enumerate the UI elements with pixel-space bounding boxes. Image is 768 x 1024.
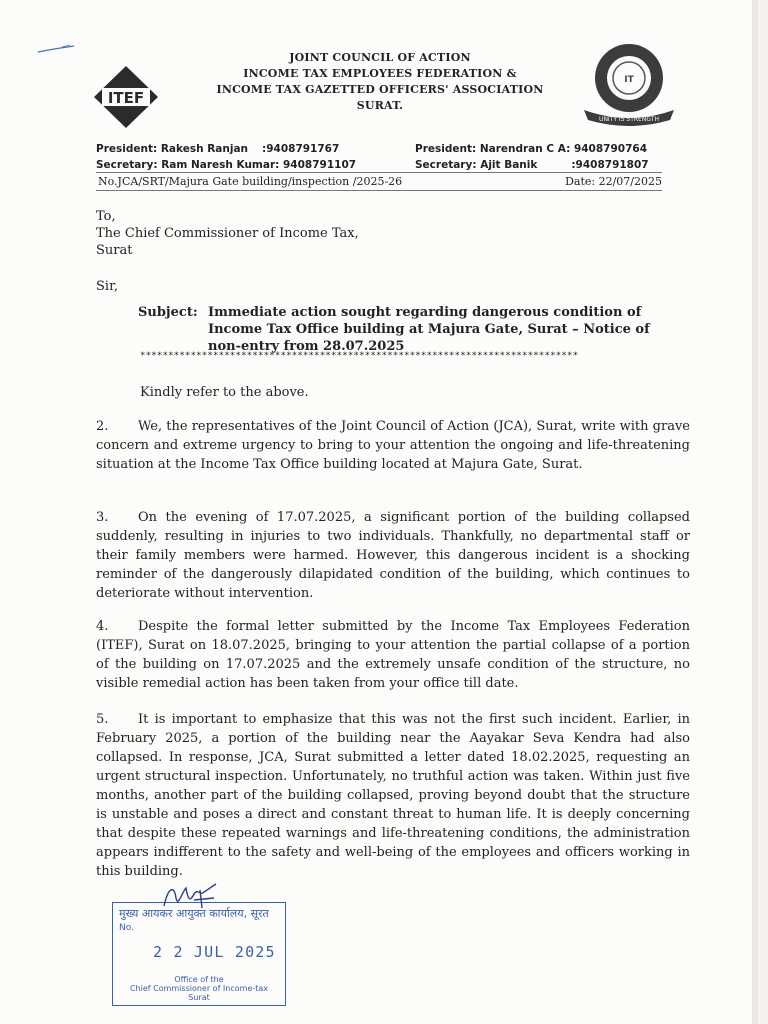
paragraph-number: 4. <box>96 619 109 634</box>
subject-line-3: non-entry from 28.07.2025 <box>208 339 405 354</box>
paragraph-5 <box>96 710 690 881</box>
stamp-office-line: Office of the <box>174 975 224 984</box>
officer-row <box>415 141 649 157</box>
officer-role: President: Narendran C A: <box>415 143 571 155</box>
paragraph-number: 2. <box>96 419 109 434</box>
stamp-office-line: Surat <box>188 993 210 1002</box>
emblem-motto: UNITY IS STRENGTH <box>599 116 659 123</box>
officer-row <box>96 157 356 173</box>
subject-line-2: Income Tax Office building at Majura Gate, Surat – Notice of <box>208 322 650 337</box>
paragraph-text: We, the representatives of the Joint Council of Action (JCA), Surat, write with grave concern and extreme urgency to bring to your attention the ongoing and life-threatening situation at the Income Tax Office building located at Majura Gate, Surat. <box>96 419 690 472</box>
reference-line <box>96 172 662 191</box>
officer-phone: :9408791807 <box>571 159 649 171</box>
receipt-stamp <box>112 902 286 1006</box>
officer-phone: 9408791107 <box>283 159 357 171</box>
itef-logo <box>92 64 160 130</box>
organisation-heading <box>200 50 560 114</box>
itgoa-emblem <box>578 40 680 126</box>
officer-row <box>96 141 356 157</box>
paragraph-number: 3. <box>96 510 109 525</box>
paragraph-4 <box>96 617 690 693</box>
org-line-4: SURAT. <box>356 99 404 112</box>
officer-row <box>415 157 649 173</box>
officer-role: Secretary: Ram Naresh Kumar: <box>96 159 280 171</box>
pen-stroke-mark <box>36 44 76 54</box>
handwritten-signature <box>160 878 220 914</box>
subject-line-1: Immediate action sought regarding dangerous condition of <box>208 305 642 320</box>
stamp-office <box>113 975 285 1002</box>
stamp-date: 2 2 JUL 2025 <box>153 943 276 961</box>
paragraph-text: Despite the formal letter submitted by the Income Tax Employees Federation (ITEF), Surat on 18.07.2025, bringing to your attention the partial collapse of a portion of the building on 17.07.2025 and the extremely unsafe condition of the structure, no visible remedial action has been taken from your office till date. <box>96 619 690 691</box>
paragraph-2 <box>96 417 690 474</box>
recipient-address <box>96 208 359 259</box>
org-line-1: JOINT COUNCIL OF ACTION <box>289 51 471 64</box>
address-line: To, <box>96 209 116 224</box>
salutation: Sir, <box>96 279 118 294</box>
stamp-number-label: No. <box>119 923 134 933</box>
address-line: Surat <box>96 243 133 258</box>
itef-logo-text: ITEF <box>107 89 145 107</box>
paragraph-number: 5. <box>96 712 109 727</box>
officers-left <box>96 141 356 173</box>
subject-label: Subject: <box>138 305 198 320</box>
officer-role: President: Rakesh Ranjan <box>96 143 249 155</box>
paragraph-text: On the evening of 17.07.2025, a significant portion of the building collapsed suddenly, resulting in injuries to two individuals. Thankfully, no departmental staff or their family members were harmed. However, this dangerous incident is a shocking reminder of the dangerously dilapidated condition of the building, which continues to deteriorate without intervention. <box>96 510 690 601</box>
separator-line: ****************************************************************************** <box>140 351 579 361</box>
officer-role: Secretary: Ajit Banik <box>415 159 538 171</box>
letter-date: Date: 22/07/2025 <box>565 175 662 188</box>
address-line: The Chief Commissioner of Income Tax, <box>96 226 359 241</box>
org-line-3: INCOME TAX GAZETTED OFFICERS' ASSOCIATION <box>216 83 544 96</box>
paragraph-text: It is important to emphasize that this was not the first such incident. Earlier, in February 2025, a portion of the building near the Aayakar Seva Kendra had also collapsed. In response, JCA, Surat submitted a letter dated 18.02.2025, requesting an urgent structural inspection. Unfortunately, no truthful action was taken. Within just five months, another part of the building collapsed, proving beyond doubt that the structure is unstable and poses a direct and constant threat to human life. It is deeply concerning that despite these repeated warnings and life-threatening conditions, the administration appears indifferent to the safety and well-being of the employees and officers working in this building. <box>96 712 690 879</box>
officer-phone: :9408791767 <box>262 143 340 155</box>
stamp-office-line: Chief Commissioner of Income-tax <box>129 984 269 993</box>
paragraph-3 <box>96 508 690 603</box>
officers-right <box>415 141 649 173</box>
stamp-heading: मुख्य आयकर आयुक्त कार्यालय, सूरत <box>119 907 269 920</box>
org-line-2: INCOME TAX EMPLOYEES FEDERATION & <box>243 67 517 80</box>
reference-number: No.JCA/SRT/Majura Gate building/inspection /2025-26 <box>98 175 403 188</box>
officer-phone: 9408790764 <box>573 143 647 155</box>
svg-text:IT: IT <box>624 75 634 85</box>
subject-block <box>138 304 698 355</box>
paragraph-1: Kindly refer to the above. <box>140 385 309 400</box>
